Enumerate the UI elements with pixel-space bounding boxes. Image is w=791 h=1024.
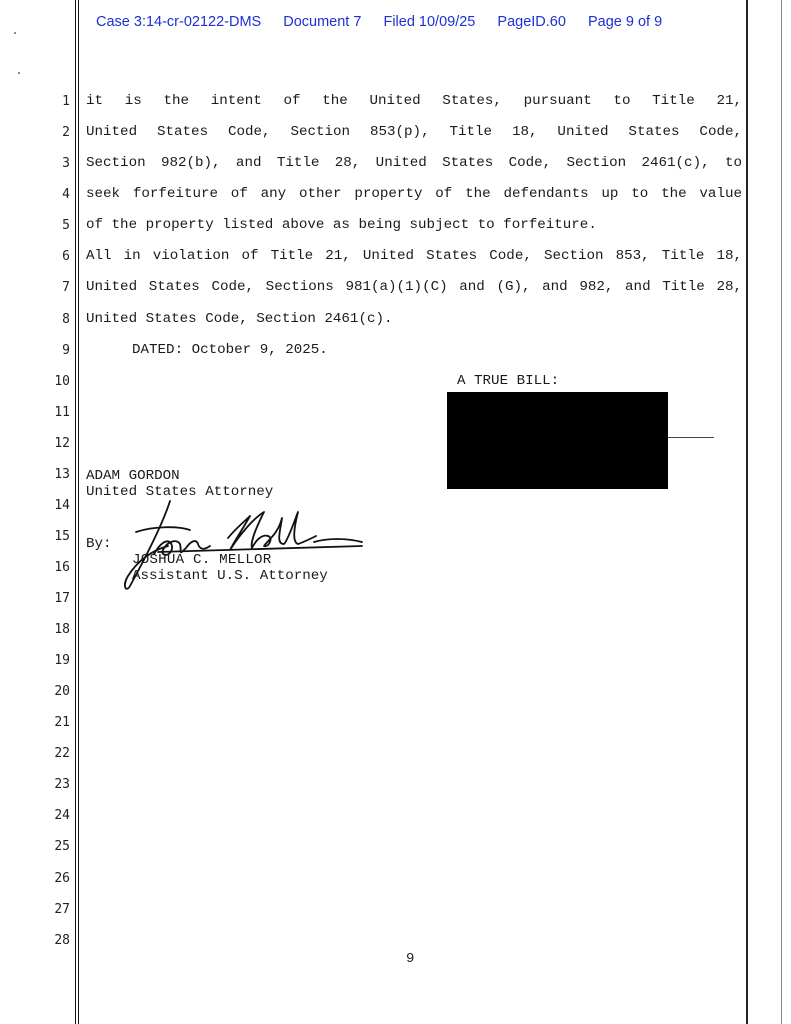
page-edge-rule xyxy=(781,0,782,1024)
signature-line xyxy=(668,437,714,438)
body-line: Section 982(b), and Title 28, United States Code, Section 2461(c), to xyxy=(86,155,742,171)
page-id: PageID.60 xyxy=(497,14,566,30)
line-number: 15 xyxy=(54,529,70,544)
signer-title: Assistant U.S. Attorney xyxy=(132,568,328,584)
filing-header xyxy=(96,14,680,30)
true-bill-label: A TRUE BILL: xyxy=(457,373,560,389)
scan-speck xyxy=(18,72,20,74)
line-number: 20 xyxy=(54,684,70,699)
line-number: 1 xyxy=(62,94,70,109)
line-number: 5 xyxy=(62,218,70,233)
line-number: 17 xyxy=(54,591,70,606)
line-number: 23 xyxy=(54,777,70,792)
page-number: 9 xyxy=(406,951,415,967)
line-number: 8 xyxy=(62,312,70,327)
line-number: 9 xyxy=(62,343,70,358)
page-count: Page 9 of 9 xyxy=(587,14,663,30)
case-number: Case 3:14-cr-02122-DMS xyxy=(96,14,262,30)
by-label: By: xyxy=(86,536,112,552)
attorney-name: ADAM GORDON xyxy=(86,468,180,484)
body-line: United States Code, Section 853(p), Title 18, United States Code, xyxy=(86,124,742,140)
line-number: 6 xyxy=(62,249,70,264)
line-number: 21 xyxy=(54,715,70,730)
body-line: of the property listed above as being subject to forfeiture. xyxy=(86,217,597,233)
line-number: 10 xyxy=(54,374,70,389)
line-number: 28 xyxy=(54,933,70,948)
line-number: 14 xyxy=(54,498,70,513)
handwritten-signature xyxy=(118,498,368,593)
attorney-title: United States Attorney xyxy=(86,484,274,500)
left-margin-rule xyxy=(75,0,76,1024)
line-number: 4 xyxy=(62,187,70,202)
signature-mark xyxy=(118,498,368,593)
line-number: 3 xyxy=(62,156,70,171)
left-margin-rule-inner xyxy=(78,0,79,1024)
dated-line: DATED: October 9, 2025. xyxy=(132,342,328,358)
line-number: 11 xyxy=(54,405,70,420)
line-number: 16 xyxy=(54,560,70,575)
document-number: Document 7 xyxy=(283,14,362,30)
line-number: 18 xyxy=(54,622,70,637)
line-number: 2 xyxy=(62,125,70,140)
line-number: 25 xyxy=(54,839,70,854)
filed-date: Filed 10/09/25 xyxy=(383,14,476,30)
line-number: 27 xyxy=(54,902,70,917)
line-number: 19 xyxy=(54,653,70,668)
body-line: United States Code, Section 2461(c). xyxy=(86,311,393,327)
line-number: 7 xyxy=(62,280,70,295)
signer-name: JOSHUA C. MELLOR xyxy=(132,552,272,568)
line-number: 13 xyxy=(54,467,70,482)
body-line: All in violation of Title 21, United States Code, Section 853, Title 18, xyxy=(86,248,742,264)
right-margin-rule xyxy=(746,0,748,1024)
line-number: 22 xyxy=(54,746,70,761)
body-line: United States Code, Sections 981(a)(1)(C) and (G), and 982, and Title 28, xyxy=(86,279,742,295)
redacted-foreperson-signature xyxy=(447,392,668,489)
scan-speck xyxy=(14,32,16,34)
line-number: 12 xyxy=(54,436,70,451)
line-number: 26 xyxy=(54,871,70,886)
body-line: seek forfeiture of any other property of the defendants up to the value xyxy=(86,186,742,202)
body-line: it is the intent of the United States, pursuant to Title 21, xyxy=(86,93,742,109)
line-number: 24 xyxy=(54,808,70,823)
